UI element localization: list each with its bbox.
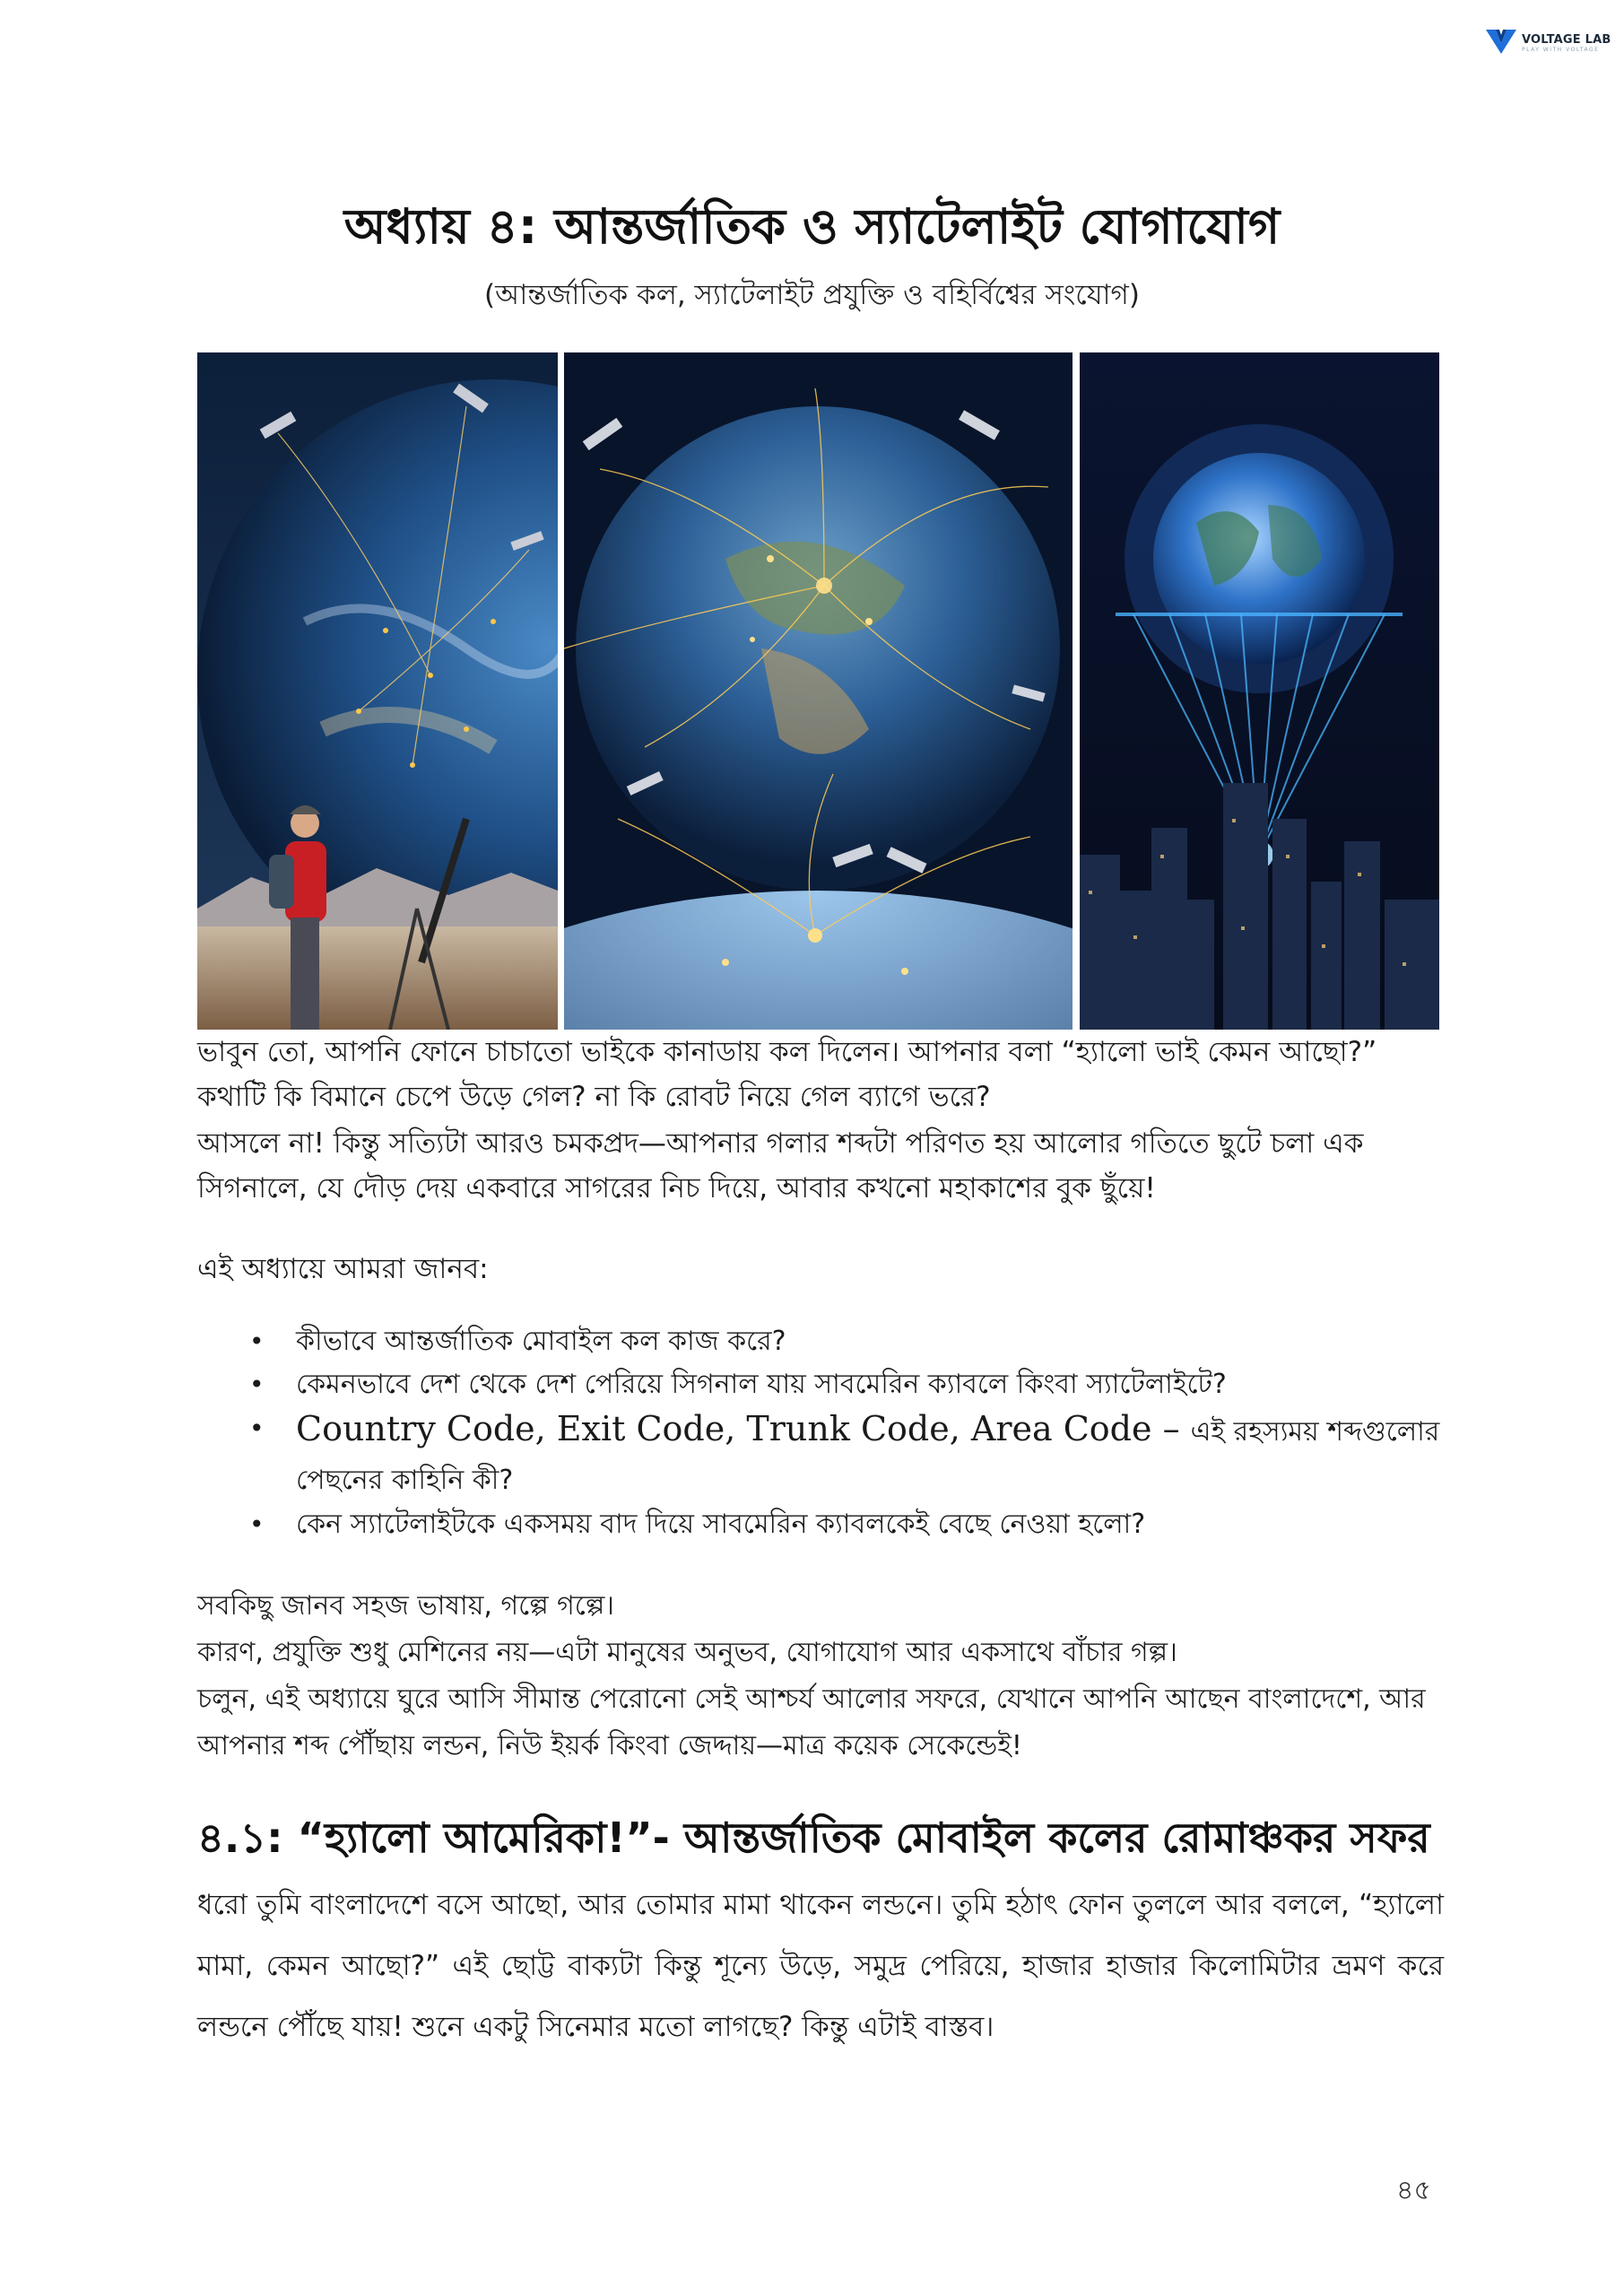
page-number: ৪৫ <box>1396 2175 1431 2206</box>
section-heading: ৪.১: “হ্যালো আমেরিকা!”- আন্তর্জাতিক মোবাইল কলের রোমাঞ্চকর সফর <box>197 1813 1430 1862</box>
closing-line-2: কারণ, প্রযুক্তি শুধু মেশিনের নয়—এটা মানুষের অনুভব, যোগাযোগ আর একসাথে বাঁচার গল্প। <box>197 1637 1177 1668</box>
list-item: • কেমনভাবে দেশ থেকে দেশ পেরিয়ে সিগনাল যায় সাবমেরিন ক্যাবলে কিংবা স্যাটেলাইটে? <box>249 1369 1227 1400</box>
list-item: • কেন স্যাটেলাইটকে একসময় বাদ দিয়ে সাবমেরিন ক্যাবলকেই বেছে নেওয়া হলো? <box>249 1509 1146 1540</box>
closing-paragraph <box>197 1583 1444 1770</box>
brand-tagline: PLAY WITH VOLTAGE <box>1522 46 1600 53</box>
hiker-telescope-earth-image <box>197 352 558 1030</box>
closing-line-3: চলুন, এই অধ্যায়ে ঘুরে আসি সীমান্ত পেরোনো সেই আশ্চর্য আলোর সফরে, যেখানে আপনি আছেন বাংলাদেশে, আর আপনার শব্দ পৌঁছায় লন্ডন, নিউ ইয়র্ক কিংবা জেদ্দায়—মাত্র কয়েক সেকেন্ডেই! <box>197 1683 1426 1761</box>
section-body: ধরো তুমি বাংলাদেশে বসে আছো, আর তোমার মামা থাকেন লন্ডনে। তুমি হঠাৎ ফোন তুললে আর বললে, “হ্যালো মামা, কেমন আছো?” এই ছোট্ট বাক্যটা কিন্তু শূন্যে উড়ে, সমুদ্র পেরিয়ে, হাজার হাজার কিলোমিটার ভ্রমণ করে লন্ডনে পৌঁছে যায়! শুনে একটু সিনেমার মতো লাগছে? কিন্তু এটাই বাস্তব। <box>197 1889 1444 2043</box>
chapter-subtitle: (আন্তর্জাতিক কল, স্যাটেলাইট প্রযুক্তি ও বহির্বিশ্বের সংযোগ) <box>484 279 1140 311</box>
chapter-title: অধ্যায় ৪: আন্তর্জাতিক ও স্যাটেলাইট যোগাযোগ <box>343 198 1281 255</box>
earth-satellite-network-image <box>564 352 1073 1030</box>
brand-name: VOLTAGE LAB <box>1522 32 1611 47</box>
intro-paragraph-2: আসলে না! কিন্তু সত্যিটা আরও চমকপ্রদ—আপনার গলার শব্দটা পরিণত হয় আলোর গতিতে ছুটে চলা এক সিগনালে, যে দৌড় দেয় একবারে সাগরের নিচ দিয়ে, আবার কখনো মহাকাশের বুক ছুঁয়ে! <box>197 1127 1364 1205</box>
voltage-v-icon <box>1484 27 1518 59</box>
intro-paragraph-3: এই অধ্যায়ে আমরা জানব: <box>197 1253 489 1285</box>
list-item: • কীভাবে আন্তর্জাতিক মোবাইল কল কাজ করে? <box>249 1326 786 1357</box>
closing-line-1: সবকিছু জানব সহজ ভাষায়, গল্পে গল্পে। <box>197 1590 615 1622</box>
topic-list <box>242 1320 1444 1546</box>
intro-paragraph-1: ভাবুন তো, আপনি ফোনে চাচাতো ভাইকে কানাডায় কল দিলেন। আপনার বলা “হ্যালো ভাই কেমন আছো?” কথাটি কি বিমানে চেপে উড়ে গেল? না কি রোবট নিয়ে গেল ব্যাগে ভরে? <box>197 1036 1377 1113</box>
list-item: • Country Code, Exit Code, Trunk Code, Area Code – এই রহস্যময় শব্দগুলোর পেছনের কাহিনি কী? <box>249 1409 1440 1496</box>
brand-logo <box>1484 27 1611 59</box>
globe-beaming-city-image <box>1080 352 1439 1030</box>
hero-image-collage <box>197 352 1439 1030</box>
